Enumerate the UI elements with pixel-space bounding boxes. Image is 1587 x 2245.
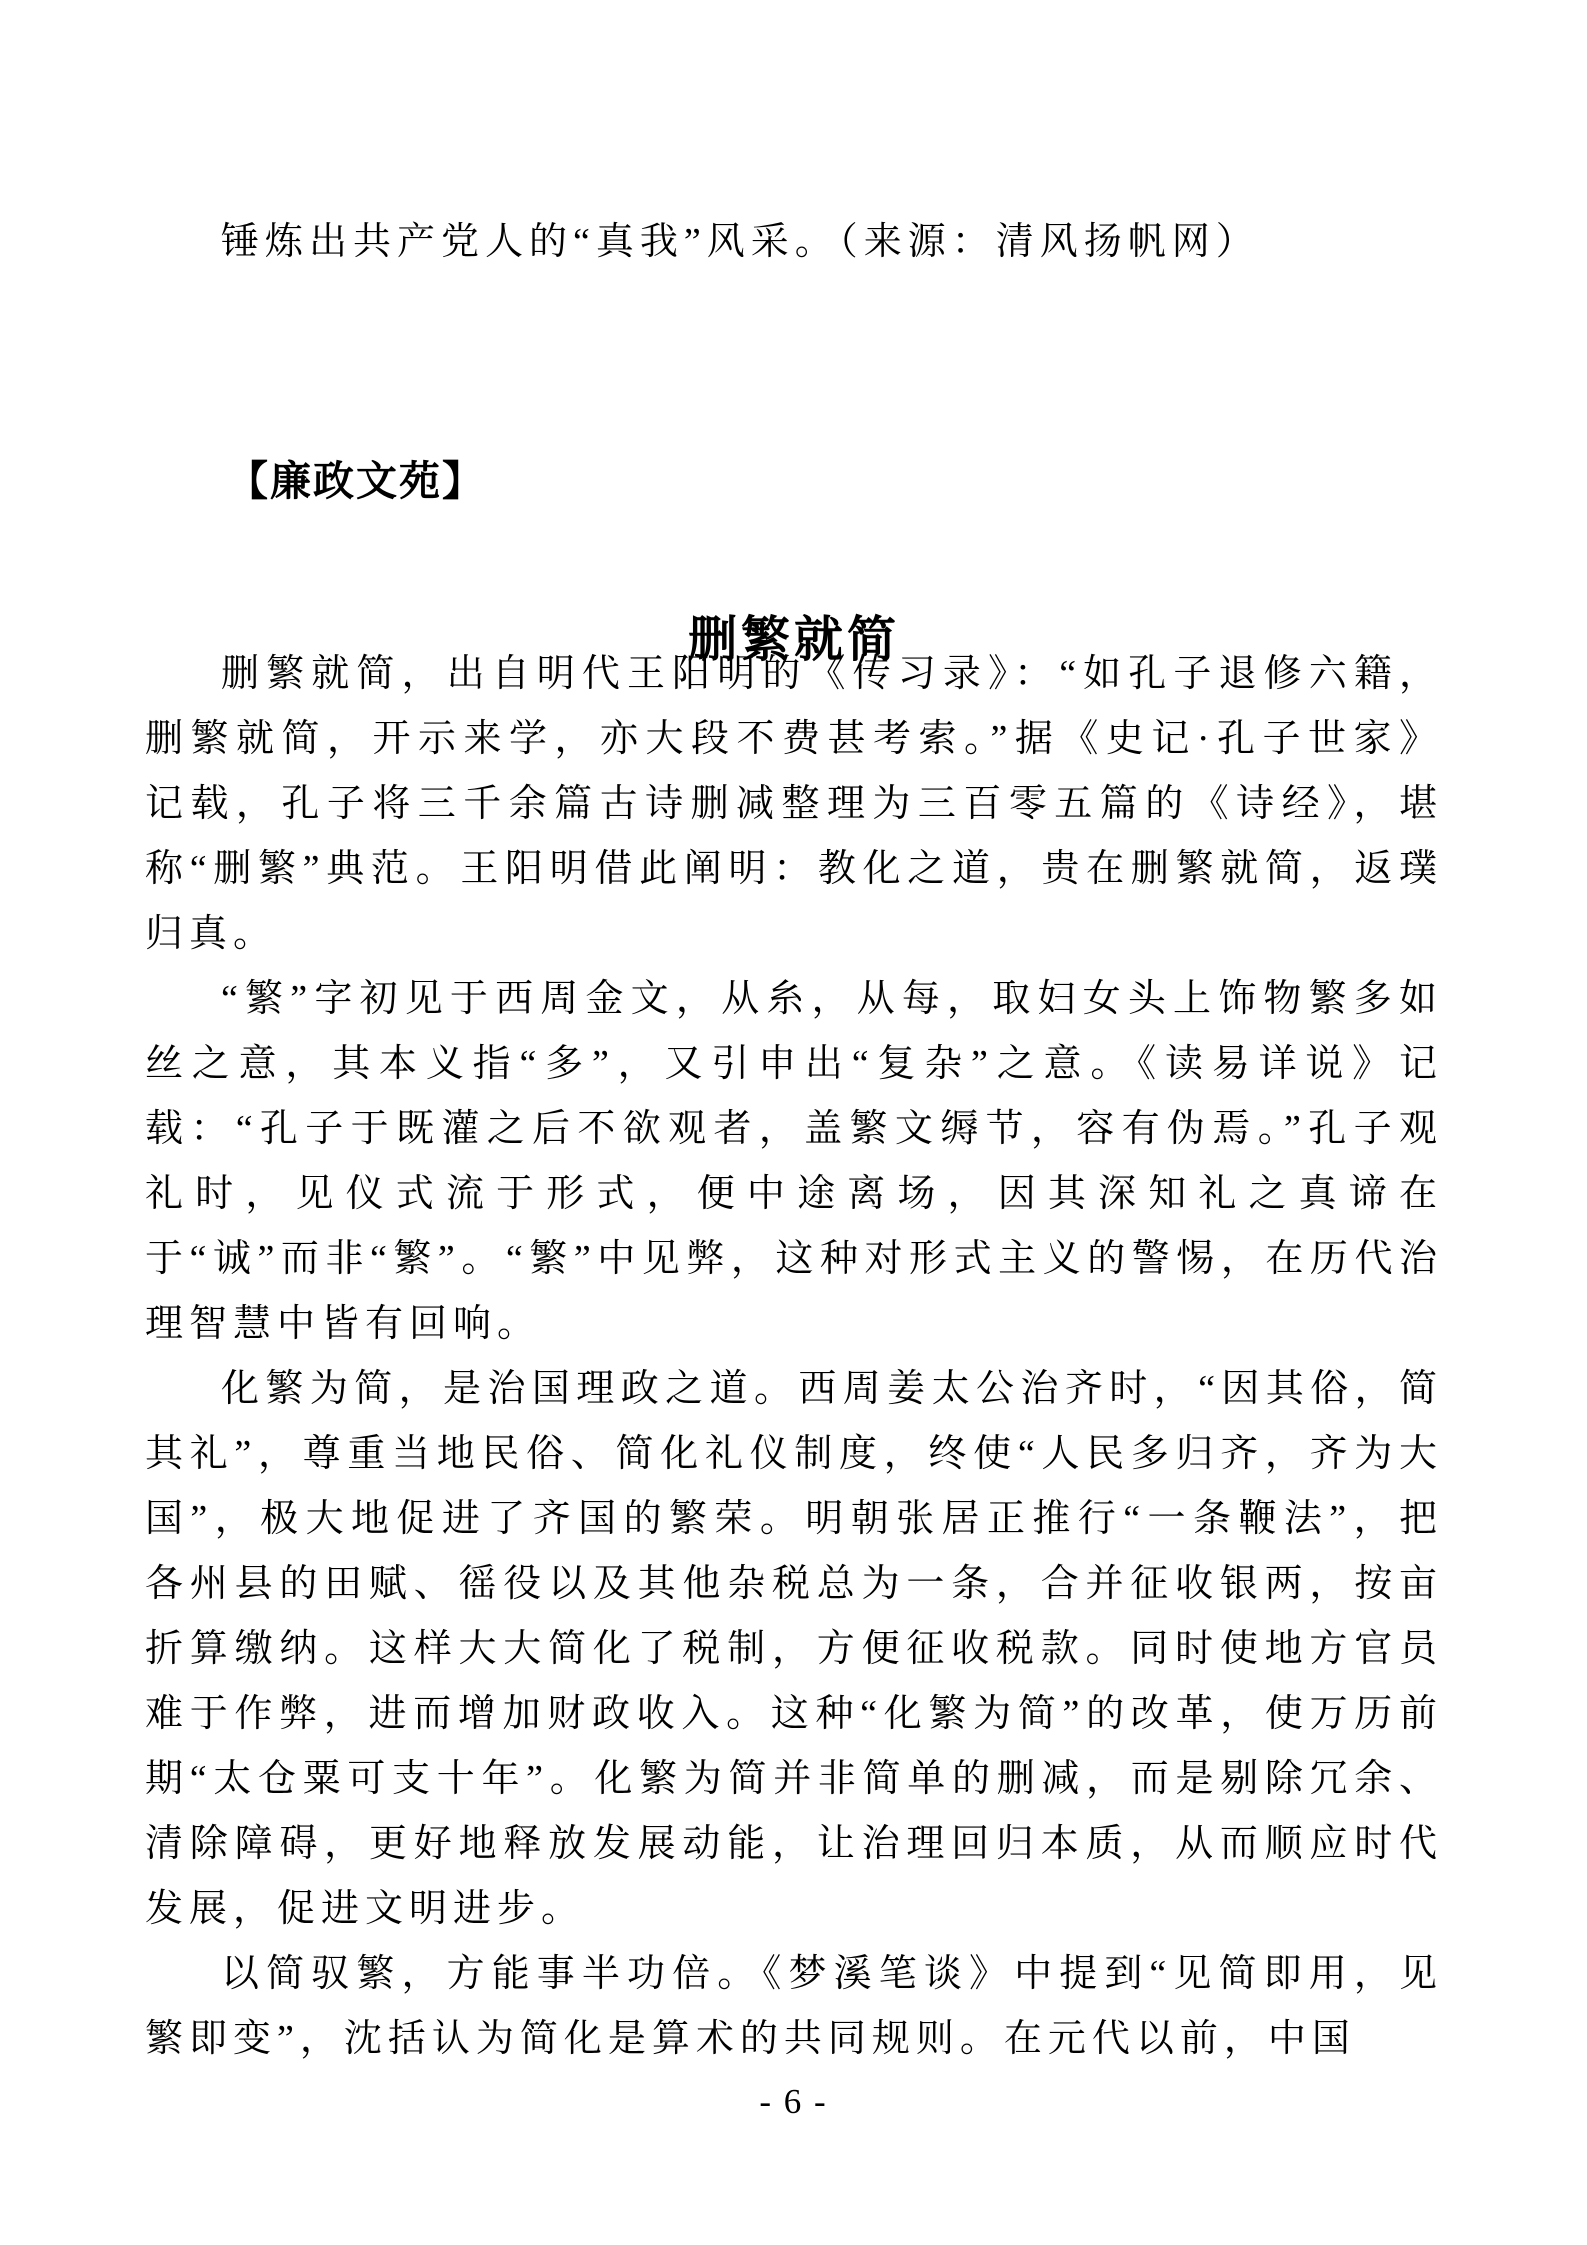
paragraph: “繁”字初见于西周金文，从糸，从每，取妇女头上饰物繁多如丝之意，其本义指“多”，又引申出“复杂”之意。《读易详说》记载：“孔子于既灌之后不欲观者，盖繁文缛节，容有伪焉。”孔子观礼时，见仪式流于形式，便中途离场，因其深知礼之真谛在于“诚”而非“繁”。“繁”中见弊，这种对形式主义的警惕，在历代治理智慧中皆有回响。 [145, 978, 1443, 1345]
article-body [145, 642, 1443, 2072]
paragraph: 删繁就简，出自明代王阳明的《传习录》：“如孔子退修六籍，删繁就简，开示来学，亦大段不费甚考索。”据《史记·孔子世家》记载，孔子将三千余篇古诗删减整理为三百零五篇的《诗经》，堪称“删繁”典范。王阳明借此阐明：教化之道，贵在删繁就简，返璞归真。 [145, 653, 1443, 955]
previous-article-tail: 锤炼出共产党人的“真我”风采。（来源：清风扬帆网） [221, 221, 1260, 263]
article-title: 删繁就简 [687, 611, 900, 667]
paragraph: 以简驭繁，方能事半功倍。《梦溪笔谈》中提到“见简即用，见繁即变”，沈括认为简化是算术的共同规则。在元代以前，中国 [145, 1953, 1443, 2060]
section-header: 【廉政文苑】 [227, 458, 485, 504]
page-number: - 6 - [759, 2082, 828, 2121]
paragraph: 化繁为简，是治国理政之道。西周姜太公治齐时，“因其俗，简其礼”，尊重当地民俗、简化礼仪制度，终使“人民多归齐，齐为大国”，极大地促进了齐国的繁荣。明朝张居正推行“一条鞭法”，把各州县的田赋、徭役以及其他杂税总为一条，合并征收银两，按亩折算缴纳。这样大大简化了税制，方便征收税款。同时使地方官员难于作弊，进而增加财政收入。这种“化繁为简”的改革，使万历前期“太仓粟可支十年”。化繁为简并非简单的删减，而是剔除冗余、清除障碍，更好地释放发展动能，让治理回归本质，从而顺应时代发展，促进文明进步。 [145, 1368, 1443, 1930]
